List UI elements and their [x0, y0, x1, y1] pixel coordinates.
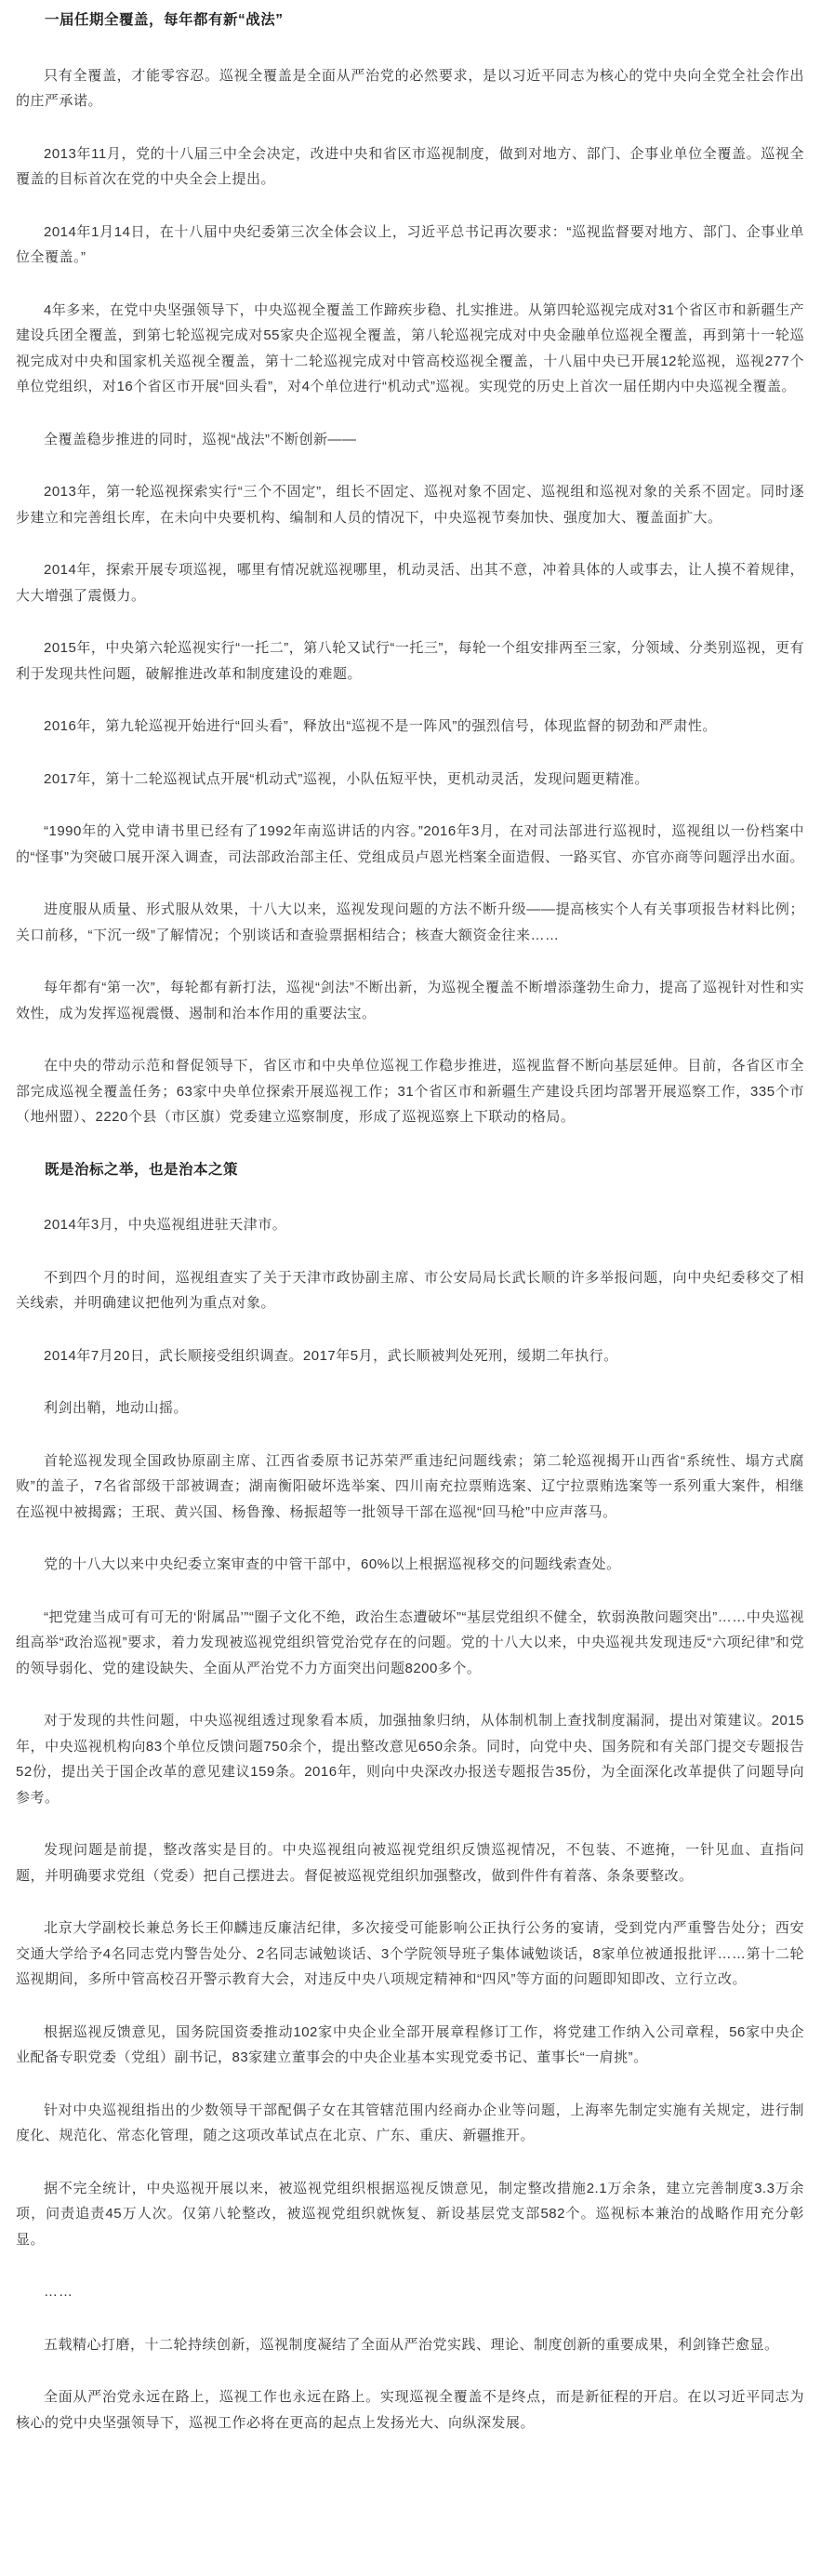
paragraph: 2015年，中央第六轮巡视实行“一托二”，第八轮又试行“一托三”，每轮一个组安排两至三家，分领域、分类别巡视，更有利于发现共性问题，破解推进改革和制度建设的难题。 [16, 640, 804, 682]
paragraph: 根据巡视反馈意见，国务院国资委推动102家中央企业全部开展章程修订工作，将党建工作纳入公司章程，56家中央企业配备专职党委（党组）副书记，83家建立董事会的中央企业基本实现党委书记、董事长“一肩挑”。 [16, 2023, 804, 2065]
paragraph: 进度服从质量、形式服从效果，十八大以来，巡视发现问题的方法不断升级——提高核实个人有关事项报告材料比例；关口前移，“下沉一级”了解情况；个别谈话和查验票据相结合；核查大额资金往来…… [16, 901, 804, 943]
paragraph: “把党建当成可有可无的‘附属品’”“圈子文化不绝，政治生态遭破坏”“基层党组织不健全，软弱涣散问题突出”……中央巡视组高举“政治巡视”要求，着力发现被巡视党组织管党治党存在的问题。党的十八大以来，中央巡视共发现违反“六项纪律”和党的领导弱化、党的建设缺失、全面从严治党不力方面突出问题8200多个。 [16, 1608, 804, 1676]
paragraph: 2013年11月，党的十八届三中全会决定，改进中央和省区市巡视制度，做到对地方、部门、企事业单位全覆盖。巡视全覆盖的目标首次在党的中央全会上提出。 [16, 145, 804, 187]
paragraph: 党的十八大以来中央纪委立案审查的中管干部中，60%以上根据巡视移交的问题线索查处。 [44, 1556, 621, 1572]
paragraph: 2014年，探索开展专项巡视，哪里有情况就巡视哪里，机动灵活、出其不意，冲着具体的人或事去，让人摸不着规律，大大增强了震慑力。 [16, 562, 804, 604]
paragraph: …… [44, 2284, 73, 2300]
paragraph: 2017年，第十二轮巡视试点开展“机动式”巡视，小队伍短平快，更机动灵活，发现问题更精准。 [44, 770, 649, 787]
paragraph: 每年都有“第一次”，每轮都有新打法，巡视“剑法”不断出新，为巡视全覆盖不断增添蓬勃生命力，提高了巡视针对性和实效性，成为发挥巡视震慑、遏制和治本作用的重要法宝。 [16, 980, 804, 1021]
paragraph: 全覆盖稳步推进的同时，巡视“战法”不断创新—— [44, 431, 357, 447]
paragraph: 在中央的带动示范和督促领导下，省区市和中央单位巡视工作稳步推进，巡视监督不断向基层延伸。目前，各省区市全部完成巡视全覆盖任务；63家中央单位探索开展巡视工作；31个省区市和新疆生产建设兵团均部署开展巡察工作，335个市（地州盟）、2220个县（市区旗）党委建立巡察制度，形成了巡视巡察上下联动的格局。 [16, 1058, 804, 1125]
paragraph: 五载精心打磨，十二轮持续创新，巡视制度凝结了全面从严治党实践、理论、制度创新的重要成果，利剑锋芒愈显。 [44, 2336, 779, 2353]
paragraph: 2013年，第一轮巡视探索实行“三个不固定”，组长不固定、巡视对象不固定、巡视组和巡视对象的关系不固定。同时逐步建立和完善组长库，在未向中央要机构、编制和人员的情况下，中央巡视节奏加快、强度加大、覆盖面扩大。 [16, 484, 804, 526]
paragraph: 2014年3月，中央巡视组进驻天津市。 [44, 1217, 287, 1233]
paragraph: 不到四个月的时间，巡视组查实了关于天津市政协副主席、市公安局局长武长顺的许多举报问题，向中央纪委移交了相关线索，并明确建议把他列为重点对象。 [16, 1269, 804, 1311]
paragraph: “1990年的入党申请书里已经有了1992年南巡讲话的内容。”2016年3月，在对司法部进行巡视时，巡视组以一份档案中的“怪事”为突破口展开深入调查，司法部政治部主任、党组成员卢恩光档案全面造假、一路买官、亦官亦商等问题浮出水面。 [16, 823, 804, 865]
paragraph: 针对中央巡视组指出的少数领导干部配偶子女在其管辖范围内经商办企业等问题，上海率先制定实施有关规定，进行制度化、规范化、常态化管理，随之这项改革试点在北京、广东、重庆、新疆推开。 [16, 2102, 804, 2143]
paragraph: 只有全覆盖，才能零容忍。巡视全覆盖是全面从严治党的必然要求，是以习近平同志为核心的党中央向全党全社会作出的庄严承诺。 [16, 67, 804, 109]
paragraph: 2014年7月20日，武长顺接受组织调查。2017年5月，武长顺被判处死刑，缓期二年执行。 [44, 1347, 618, 1364]
paragraph: 利剑出鞘，地动山摇。 [44, 1400, 189, 1416]
paragraph: 对于发现的共性问题，中央巡视组透过现象看本质，加强抽象归纳，从体制机制上查找制度漏洞，提出对策建议。2015年，中央巡视机构向83个单位反馈问题750余个，提出整改意见650余条。同时，向党中央、国务院和有关部门提交专题报告52份，提出关于国企改革的意见建议159条。2016年，则向中央深改办报送专题报告35份，为全面深化改革提供了问题导向参考。 [16, 1713, 804, 1806]
paragraph: 北京大学副校长兼总务长王仰麟违反廉洁纪律，多次接受可能影响公正执行公务的宴请，受到党内严重警告处分；西安交通大学给予4名同志党内警告处分、2名同志诫勉谈话、3个学院领导班子集体诫勉谈话，8家单位被通报批评……第十二轮巡视期间，多所中管高校召开警示教育大会，对违反中央八项规定精神和“四风”等方面的问题即知即改、立行立改。 [16, 1920, 804, 1987]
paragraph: 首轮巡视发现全国政协原副主席、江西省委原书记苏荣严重违纪问题线索；第二轮巡视揭开山西省“系统性、塌方式腐败”的盖子，7名省部级干部被调查；湖南衡阳破坏选举案、四川南充拉票贿选案、辽宁拉票贿选案等一系列重大案件，相继在巡视中被揭露；王珉、黄兴国、杨鲁豫、杨振超等一批领导干部在巡视“回马枪”中应声落马。 [16, 1452, 804, 1520]
section-heading: 既是治标之举，也是治本之策 [45, 1161, 239, 1178]
paragraph: 4年多来，在党中央坚强领导下，中央巡视全覆盖工作蹄疾步稳、扎实推进。从第四轮巡视完成对31个省区市和新疆生产建设兵团全覆盖，到第七轮巡视完成对55家央企巡视全覆盖，第八轮巡视完成对中央金融单位巡视全覆盖，再到第十一轮巡视完成对中央和国家机关巡视全覆盖，第十二轮巡视完成对中管高校巡视全覆盖，十八届中央已开展12轮巡视，巡视277个单位党组织，对16个省区市开展“回头看”，对4个单位进行“机动式”巡视。实现党的历史上首次一届任期内中央巡视全覆盖。 [16, 301, 804, 394]
paragraph: 全面从严治党永远在路上，巡视工作也永远在路上。实现巡视全覆盖不是终点，而是新征程的开启。在以习近平同志为核心的党中央坚强领导下，巡视工作必将在更高的起点上发扬光大、向纵深发展。 [16, 2389, 804, 2431]
paragraph: 2014年1月14日，在十八届中央纪委第三次全体会议上，习近平总书记再次要求：“巡视监督要对地方、部门、企事业单位全覆盖。” [16, 223, 804, 265]
paragraph: 据不完全统计，中央巡视开展以来，被巡视党组织根据巡视反馈意见，制定整改措施2.1万余条，建立完善制度3.3万余项，问责追责45万人次。仅第八轮整改，被巡视党组织就恢复、新设基层党支部582个。巡视标本兼治的战略作用充分彰显。 [16, 2180, 804, 2248]
paragraph: 2016年，第九轮巡视开始进行“回头看”，释放出“巡视不是一阵风”的强烈信号，体现监督的韧劲和严肃性。 [44, 718, 717, 734]
article-body [16, 7, 804, 2436]
section-heading: 一届任期全覆盖，每年都有新“战法” [45, 12, 284, 28]
paragraph: 发现问题是前提，整改落实是目的。中央巡视组向被巡视党组织反馈巡视情况，不包装、不遮掩，一针见血、直指问题，并明确要求党组（党委）把自己摆进去。督促被巡视党组织加强整改，做到件件有着落、条条要整改。 [16, 1842, 804, 1884]
